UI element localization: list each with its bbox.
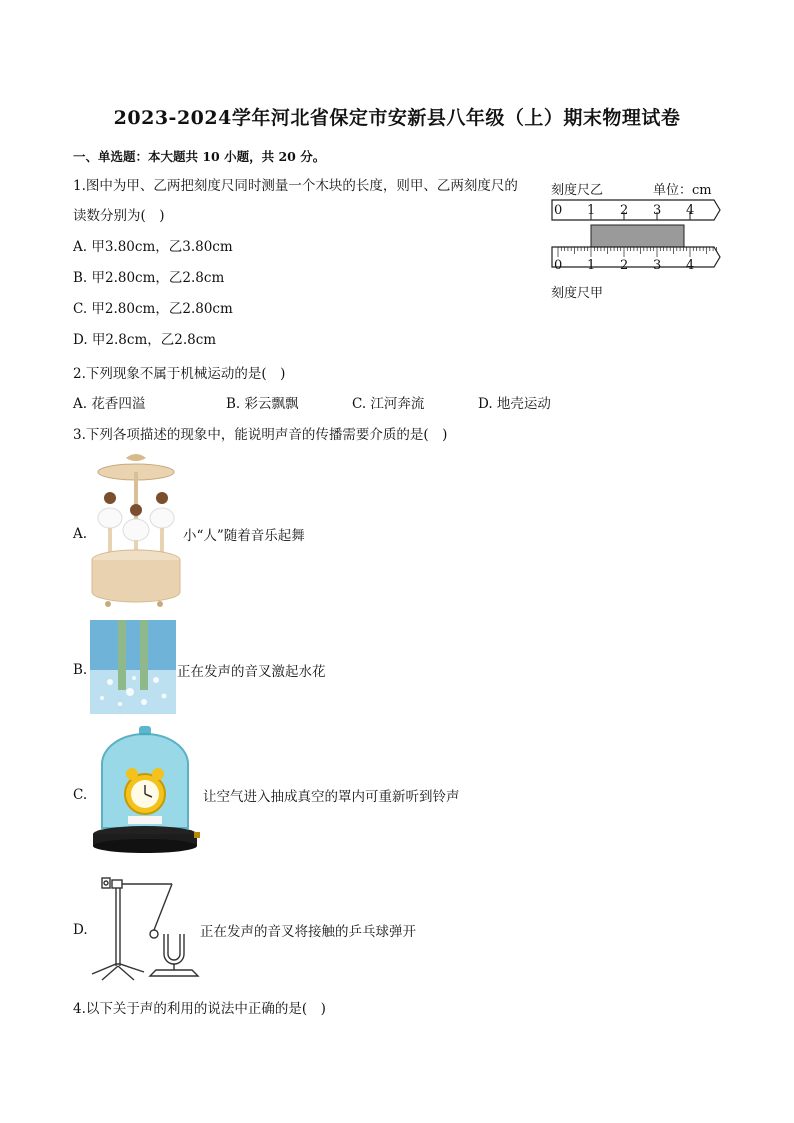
q3-option-d-letter: D.	[73, 922, 88, 938]
ruler-a-tick-4: 4	[686, 258, 695, 273]
ruler-a-tick-3: 3	[653, 258, 662, 273]
q2-option-a: A. 花香四溢	[73, 396, 146, 412]
q3-option-c-caption: 让空气进入抽成真空的罩内可重新听到铃声	[203, 789, 460, 805]
q4-text: 4.以下关于声的利用的说法中正确的是( )	[73, 1001, 326, 1017]
q1-line1: 1.图中为甲、乙两把刻度尺同时测量一个木块的长度，则甲、乙两刻度尺的	[73, 178, 518, 194]
rulers-drawing	[548, 198, 728, 278]
ruler-a-label: 刻度尺甲	[551, 286, 604, 301]
q1-option-c: C. 甲2.80cm，乙2.80cm	[73, 301, 233, 317]
ruler-b-tick-1: 1	[587, 203, 596, 218]
ruler-b-tick-0: 0	[554, 203, 563, 218]
page-title: 2023-2024学年河北省保定市安新县八年级（上）期末物理试卷	[113, 107, 681, 129]
unit-label: 单位：cm	[653, 183, 712, 198]
ruler-figure	[548, 176, 728, 306]
q3-option-b-caption: 正在发声的音叉激起水花	[177, 664, 326, 680]
q3-option-a-letter: A.	[73, 526, 88, 542]
q1-option-a: A. 甲3.80cm，乙3.80cm	[73, 239, 233, 255]
q3-option-c-letter: C.	[73, 787, 88, 803]
q1-option-d: D. 甲2.8cm，乙2.8cm	[73, 332, 217, 348]
q3-option-d-caption: 正在发声的音叉将接触的乒乓球弹开	[200, 924, 416, 940]
q3-option-b-letter: B.	[73, 662, 88, 678]
ruler-b-label: 刻度尺乙	[551, 183, 604, 198]
ruler-b-tick-2: 2	[620, 203, 629, 218]
q1-option-b: B. 甲2.80cm，乙2.8cm	[73, 270, 225, 286]
ruler-a-tick-1: 1	[587, 258, 596, 273]
q3-option-a-caption: 小“人”随着音乐起舞	[183, 528, 305, 544]
q2-option-c: C. 江河奔流	[352, 396, 425, 412]
section-heading: 一、单选题：本大题共 10 小题，共 20 分。	[73, 149, 326, 164]
q2-text: 2.下列现象不属于机械运动的是( )	[73, 366, 286, 382]
ruler-b-tick-4: 4	[686, 203, 695, 218]
bell-jar-image	[90, 724, 200, 862]
q3-text: 3.下列各项描述的现象中，能说明声音的传播需要介质的是( )	[73, 427, 448, 443]
q2-option-b: B. 彩云飘飘	[226, 396, 299, 412]
q2-option-d: D. 地壳运动	[478, 396, 551, 412]
music-box-image	[88, 452, 184, 610]
ruler-b-tick-3: 3	[653, 203, 662, 218]
ruler-a-tick-0: 0	[554, 258, 563, 273]
tuning-fork-ball-image	[88, 872, 206, 982]
tuning-fork-water-image	[90, 620, 176, 714]
q1-line2: 读数分别为( )	[73, 208, 165, 224]
ruler-a-tick-2: 2	[620, 258, 629, 273]
